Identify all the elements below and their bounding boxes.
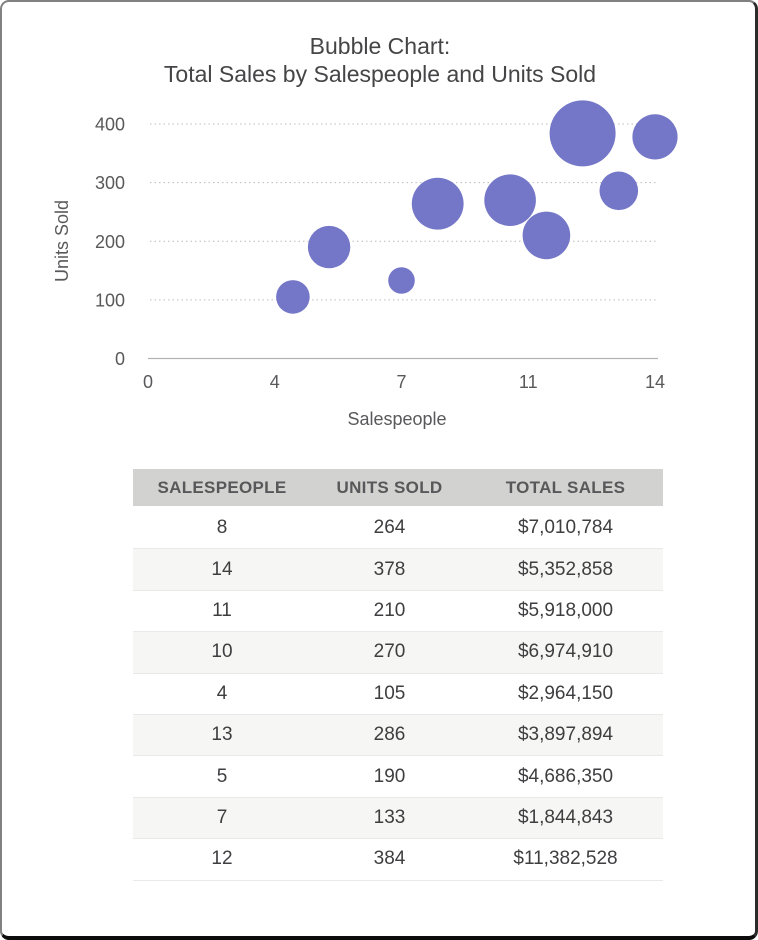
table-cell: 264 [311,507,468,549]
sales-data-table [133,469,663,881]
table-cell: 8 [133,507,311,549]
column-header: SALESPEOPLE [133,469,311,507]
x-tick-label: 11 [518,372,538,392]
y-tick-label: 400 [94,114,125,135]
table-row [133,756,663,797]
column-header: UNITS SOLD [311,469,468,507]
bubble [308,226,350,268]
table-cell: 378 [311,549,468,590]
column-header: TOTAL SALES [468,469,663,507]
x-tick-label: 7 [396,372,407,392]
table-cell: 384 [311,839,468,880]
y-axis-title: Units Sold [52,199,72,283]
table-row [133,590,663,631]
table-cell: $4,686,350 [468,756,663,797]
bubble [412,178,464,230]
table-cell: 14 [133,549,311,590]
table-cell: $1,844,843 [468,797,663,838]
chart-title-line2: Total Sales by Salespeople and Units Sold [163,61,597,87]
bubble [550,100,616,166]
table-row [133,839,663,880]
table-cell: 286 [311,714,468,755]
table-row [133,507,663,549]
table-header [133,469,663,507]
bubble [632,114,677,159]
table-cell: 10 [133,632,311,673]
table-cell: 270 [311,632,468,673]
y-tick-label: 100 [94,290,125,311]
table-cell: $6,974,910 [468,632,663,673]
table-cell: $3,897,894 [468,714,663,755]
table-cell: $7,010,784 [468,507,663,549]
table-cell: 13 [133,714,311,755]
x-tick-label: 14 [644,372,666,392]
x-axis-title: Salespeople [347,409,447,429]
table-cell: 105 [311,673,468,714]
table-header-row [133,469,663,507]
table-cell: $5,918,000 [468,590,663,631]
table-cell: 133 [311,797,468,838]
table-cell: $2,964,150 [468,673,663,714]
y-tick-label: 300 [94,173,125,194]
table-cell: 5 [133,756,311,797]
table-cell: 190 [311,756,468,797]
table-row [133,549,663,590]
table-row [133,797,663,838]
table-row [133,632,663,673]
table-row [133,714,663,755]
table-body [133,507,663,880]
bubble [600,172,639,211]
x-tick-label: 0 [142,372,154,392]
table-cell: 11 [133,590,311,631]
chart-title-line1: Bubble Chart: [309,33,451,59]
y-tick-label: 0 [114,349,125,369]
bubble [276,280,310,314]
table-row [133,673,663,714]
table-cell: $5,352,858 [468,549,663,590]
table-cell: 7 [133,797,311,838]
y-tick-label: 200 [94,231,125,252]
table-cell: 12 [133,839,311,880]
bubble [388,267,415,294]
bubble [523,212,571,260]
table-cell: 4 [133,673,311,714]
table-cell: $11,382,528 [468,839,663,880]
bubble [484,174,536,226]
x-tick-label: 4 [269,372,280,392]
table-cell: 210 [311,590,468,631]
bubble-chart-canvas [2,2,755,447]
